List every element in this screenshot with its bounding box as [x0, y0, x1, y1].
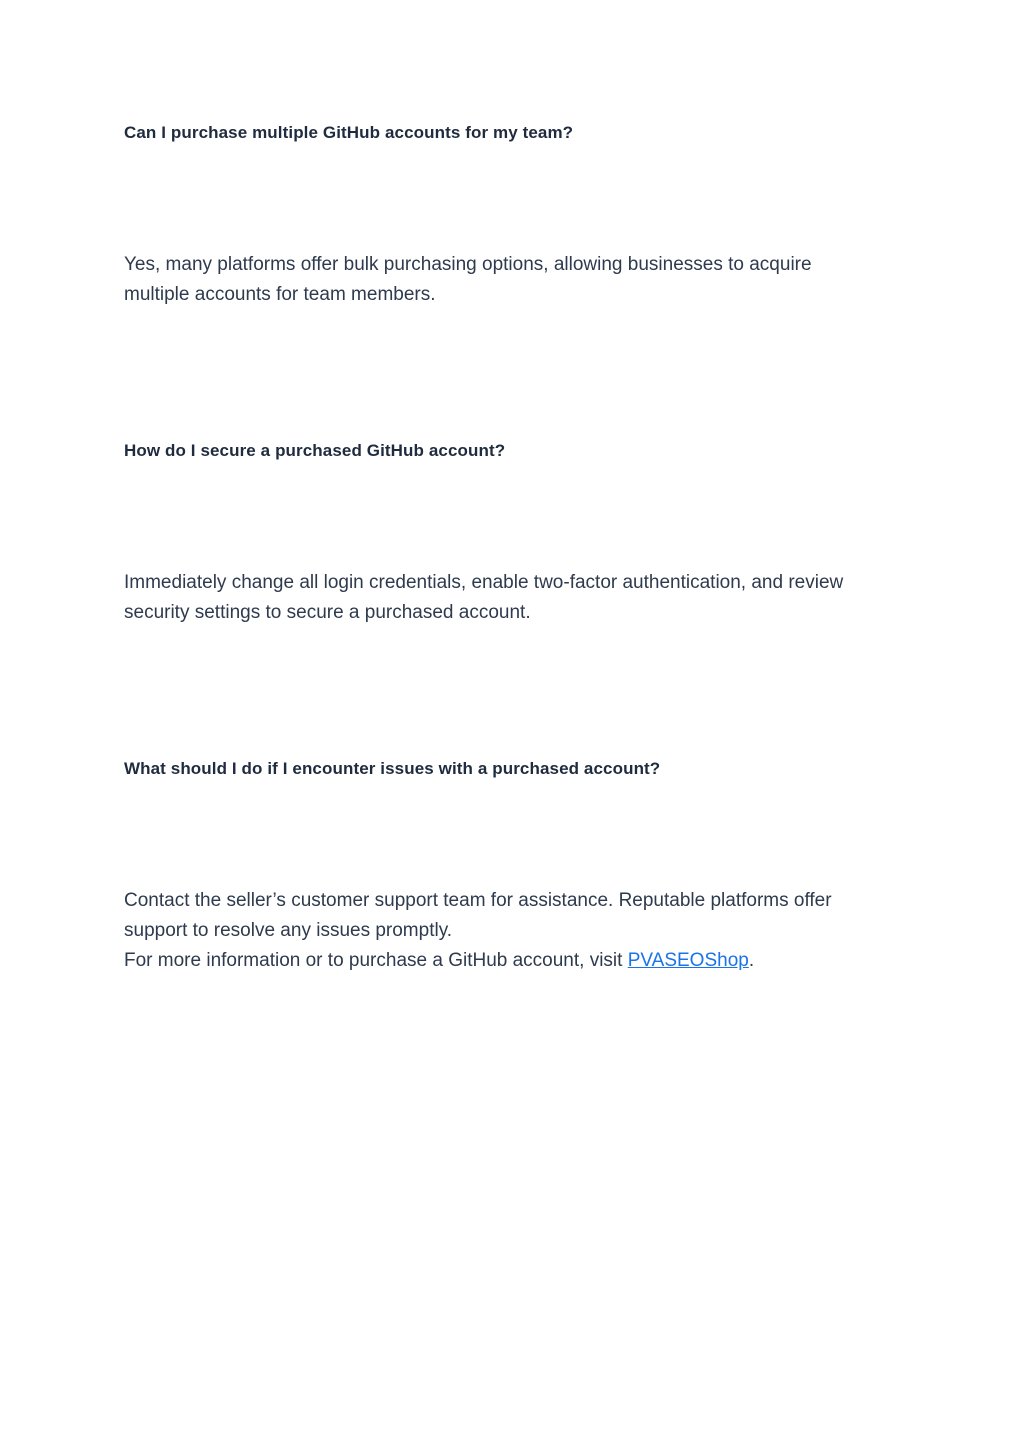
faq-section [124, 122, 894, 310]
faq-answer-3: Contact the seller’s customer support team for assistance. Reputable platforms offer support to resolve any issues promptly. [124, 890, 832, 941]
faq-question-2: How do I secure a purchased GitHub account? [124, 441, 506, 460]
footer-text-before-link: For more information or to purchase a GitHub account, visit [124, 950, 628, 971]
footer-cta-line [124, 946, 882, 976]
faq-question-3: What should I do if I encounter issues with a purchased account? [124, 759, 661, 778]
footer-text-after-link: . [748, 950, 755, 971]
faq-answer-1: Yes, many platforms offer bulk purchasing options, allowing businesses to acquire multiple accounts for team members. [124, 254, 812, 305]
faq-question-1: Can I purchase multiple GitHub accounts for my team? [124, 123, 574, 142]
faq-section [124, 758, 894, 946]
faq-answer-2: Immediately change all login credentials, enable two-factor authentication, and review security settings to secure a purchased account. [124, 572, 844, 623]
faq-section [124, 440, 894, 628]
pvaseoshop-link[interactable]: PVASEOShop [627, 950, 749, 971]
